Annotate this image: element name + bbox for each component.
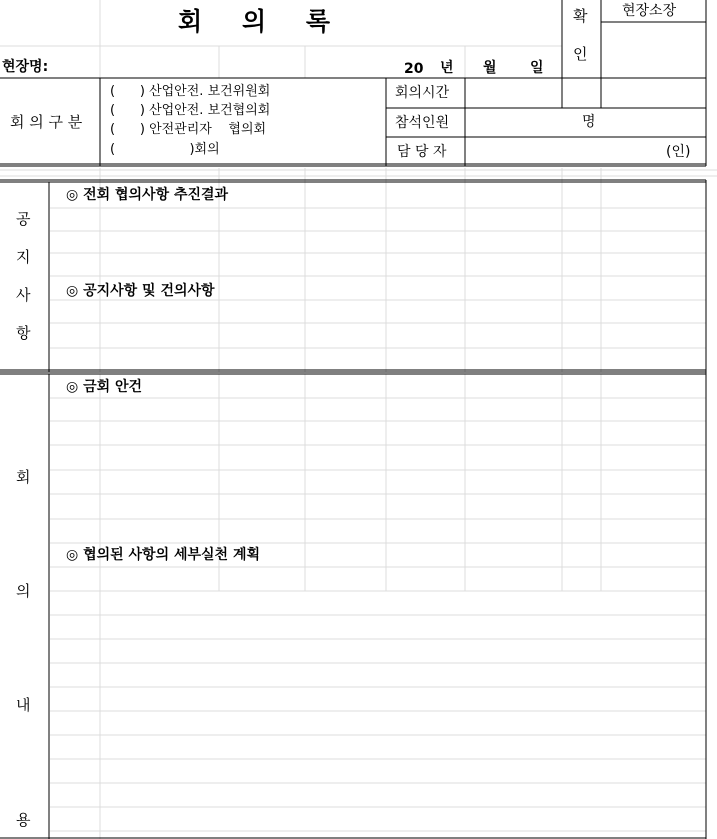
confirm-label-1: 확 xyxy=(573,7,588,25)
action-plan-heading: ◎ 협의된 사항의 세부실천 계획 xyxy=(66,547,260,563)
meeting-side-label-4: 용 xyxy=(16,811,31,829)
agenda-heading: ◎ 금회 안건 xyxy=(66,379,143,395)
notice-side-label-4: 항 xyxy=(16,324,31,342)
seal-mark: (인) xyxy=(666,144,691,160)
meeting-side-label-3: 내 xyxy=(16,696,31,714)
notice-side-label-2: 지 xyxy=(16,248,31,266)
notices-heading: ◎ 공지사항 및 건의사항 xyxy=(66,283,215,299)
site-manager-label: 현장소장 xyxy=(622,3,677,19)
meeting-time-label: 회의시간 xyxy=(395,85,450,101)
date-day-unit: 일 xyxy=(530,60,544,76)
meeting-option-2: ( ) 산업안전. 보건협의회 xyxy=(110,103,271,118)
notice-side-label-3: 사 xyxy=(16,286,31,304)
document-title: 회 의 록 xyxy=(178,7,332,36)
notice-side-label-1: 공 xyxy=(16,210,31,228)
date-month-unit: 월 xyxy=(483,60,497,76)
attendees-label: 참석인원 xyxy=(395,115,450,131)
meeting-option-1: ( ) 산업안전. 보건위원회 xyxy=(110,84,271,99)
site-name-label: 현장명: xyxy=(2,59,49,75)
attendees-unit: 명 xyxy=(582,114,596,130)
date-year: 20 xyxy=(404,61,424,77)
meeting-option-3: ( ) 안전관리자 협의회 xyxy=(110,122,267,137)
prev-results-heading: ◎ 전회 협의사항 추진결과 xyxy=(66,187,229,203)
date-year-unit: 년 xyxy=(440,60,454,76)
meeting-side-label-2: 의 xyxy=(16,582,31,600)
meeting-type-label: 회 의 구 분 xyxy=(10,113,83,131)
person-in-charge-label: 담 당 자 xyxy=(397,144,447,160)
confirm-label-2: 인 xyxy=(573,45,588,63)
meeting-option-4: ( )회의 xyxy=(110,142,220,157)
meeting-side-label-1: 회 xyxy=(16,468,31,486)
